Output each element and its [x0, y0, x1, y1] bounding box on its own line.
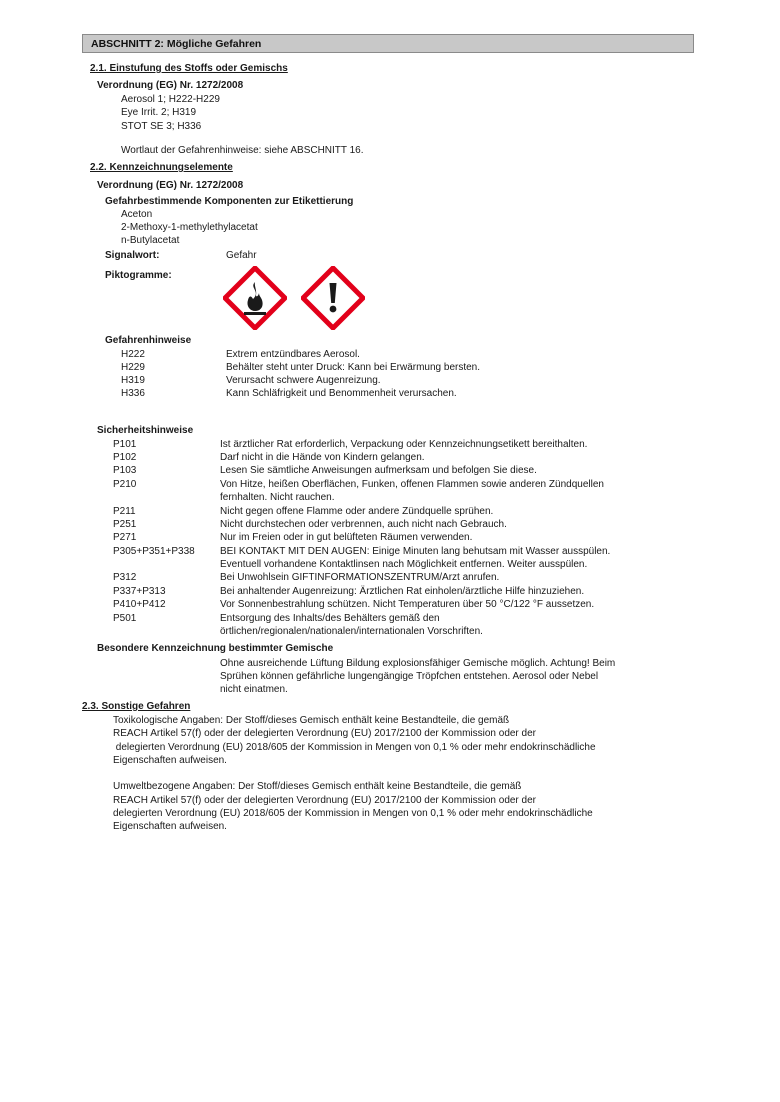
section-header-bar [82, 34, 694, 53]
hazard-code: H336 [121, 388, 145, 399]
classification-line: Eye Irrit. 2; H319 [121, 107, 197, 118]
precaution-code: P101 [113, 439, 137, 450]
component-item: n-Butylacetat [121, 235, 180, 246]
precaution-text: Nicht durchstechen oder verbrennen, auch nicht nach Gebrauch. [220, 519, 507, 530]
precaution-code: P337+P313 [113, 586, 166, 597]
hazard-text: Kann Schläfrigkeit und Benommenheit verursachen. [226, 388, 457, 399]
precaution-text: fernhalten. Nicht rauchen. [220, 492, 335, 503]
precaution-code: P501 [113, 613, 137, 624]
precaution-text: Ist ärztlicher Rat erforderlich, Verpackung oder Kennzeichnungsetikett bereithalten. [220, 439, 588, 450]
toxicological-text: REACH Artikel 57(f) oder der delegierten Verordnung (EU) 2017/2100 der Kommission oder der [113, 728, 536, 739]
environmental-text: delegierten Verordnung (EU) 2018/605 der Kommission in Mengen von 0,1 % oder mehr endokrinschädliche [113, 808, 593, 819]
environmental-text: Umweltbezogene Angaben: Der Stoff/dieses Gemisch enthält keine Bestandteile, die gemäß [113, 781, 522, 792]
precaution-code: P410+P412 [113, 599, 166, 610]
precaution-text: Eventuell vorhandene Kontaktlinsen nach Möglichkeit entfernen. Weiter ausspülen. [220, 559, 588, 570]
precaution-text: Bei anhaltender Augenreizung: Ärztlichen Rat einholen/ärztliche Hilfe hinzuziehen. [220, 586, 585, 597]
precaution-text: Vor Sonnenbestrahlung schützen. Nicht Temperaturen über 50 °C/122 °F aussetzen. [220, 599, 595, 610]
hazard-wording-note: Wortlaut der Gefahrenhinweise: siehe ABSCHNITT 16. [121, 145, 364, 156]
precaution-text: Nur im Freien oder in gut belüfteten Räumen verwenden. [220, 532, 473, 543]
components-label: Gefahrbestimmende Komponenten zur Etikettierung [105, 196, 354, 207]
special-labelling-label: Besondere Kennzeichnung bestimmter Gemische [97, 643, 334, 654]
precaution-text: Nicht gegen offene Flamme oder andere Zündquelle sprühen. [220, 506, 494, 517]
section-2-1-title: 2.1. Einstufung des Stoffs oder Gemischs [90, 63, 288, 74]
section-2-2-title: 2.2. Kennzeichnungselemente [90, 162, 233, 173]
special-labelling-text: Ohne ausreichende Lüftung Bildung explosionsfähiger Gemische möglich. Achtung! Beim [220, 658, 616, 669]
toxicological-text: Eigenschaften aufweisen. [113, 755, 227, 766]
precaution-code: P271 [113, 532, 137, 543]
exclamation-pictogram-icon [301, 266, 365, 330]
classification-line: STOT SE 3; H336 [121, 121, 202, 132]
precaution-text: Lesen Sie sämtliche Anweisungen aufmerksam und befolgen Sie diese. [220, 465, 537, 476]
hazard-statements-label: Gefahrenhinweise [105, 335, 192, 346]
signal-word-label: Signalwort: [105, 250, 160, 261]
environmental-text: Eigenschaften aufweisen. [113, 821, 227, 832]
hazard-text: Verursacht schwere Augenreizung. [226, 375, 381, 386]
toxicological-text: Toxikologische Angaben: Der Stoff/dieses Gemisch enthält keine Bestandteile, die gemäß [113, 715, 510, 726]
precautionary-statements-label: Sicherheitshinweise [97, 425, 194, 436]
section-header-title: ABSCHNITT 2: Mögliche Gefahren [91, 38, 262, 50]
precaution-text: örtlichen/regionalen/nationalen/internationalen Vorschriften. [220, 626, 483, 637]
precaution-text: Darf nicht in die Hände von Kindern gelangen. [220, 452, 425, 463]
environmental-text: REACH Artikel 57(f) oder der delegierten Verordnung (EU) 2017/2100 der Kommission oder der [113, 795, 536, 806]
precaution-code: P211 [113, 506, 136, 517]
precaution-code: P102 [113, 452, 137, 463]
section-2-2-regulation: Verordnung (EG) Nr. 1272/2008 [97, 180, 244, 191]
hazard-text: Extrem entzündbares Aerosol. [226, 349, 360, 360]
section-2-3-title: 2.3. Sonstige Gefahren [82, 701, 191, 712]
precaution-text: Von Hitze, heißen Oberflächen, Funken, offenen Flammen sowie anderen Zündquellen [220, 479, 604, 490]
hazard-text: Behälter steht unter Druck: Kann bei Erwärmung bersten. [226, 362, 481, 373]
pictograms-label: Piktogramme: [105, 270, 172, 281]
precaution-code: P210 [113, 479, 137, 490]
classification-line: Aerosol 1; H222-H229 [121, 94, 220, 105]
precaution-code: P305+P351+P338 [113, 546, 195, 557]
hazard-code: H229 [121, 362, 145, 373]
hazard-code: H222 [121, 349, 145, 360]
special-labelling-text: Sprühen können gefährliche lungengängige Tröpfchen entstehen. Aerosol oder Nebel [220, 671, 599, 682]
component-item: 2-Methoxy-1-methylethylacetat [121, 222, 258, 233]
flame-pictogram-icon [223, 266, 287, 330]
component-item: Aceton [121, 209, 153, 220]
precaution-code: P251 [113, 519, 137, 530]
signal-word-value: Gefahr [226, 250, 257, 261]
section-2-1-regulation: Verordnung (EG) Nr. 1272/2008 [97, 80, 244, 91]
hazard-code: H319 [121, 375, 145, 386]
toxicological-text: delegierten Verordnung (EU) 2018/605 der Kommission in Mengen von 0,1 % oder mehr endokrinschädliche [113, 742, 596, 753]
precaution-code: P312 [113, 572, 137, 583]
precaution-text: Entsorgung des Inhalts/des Behälters gemäß den [220, 613, 440, 624]
precaution-code: P103 [113, 465, 137, 476]
precaution-text: BEI KONTAKT MIT DEN AUGEN: Einige Minuten lang behutsam mit Wasser ausspülen. [220, 546, 611, 557]
precaution-text: Bei Unwohlsein GIFTINFORMATIONSZENTRUM/Arzt anrufen. [220, 572, 500, 583]
special-labelling-text: nicht einatmen. [220, 684, 288, 695]
